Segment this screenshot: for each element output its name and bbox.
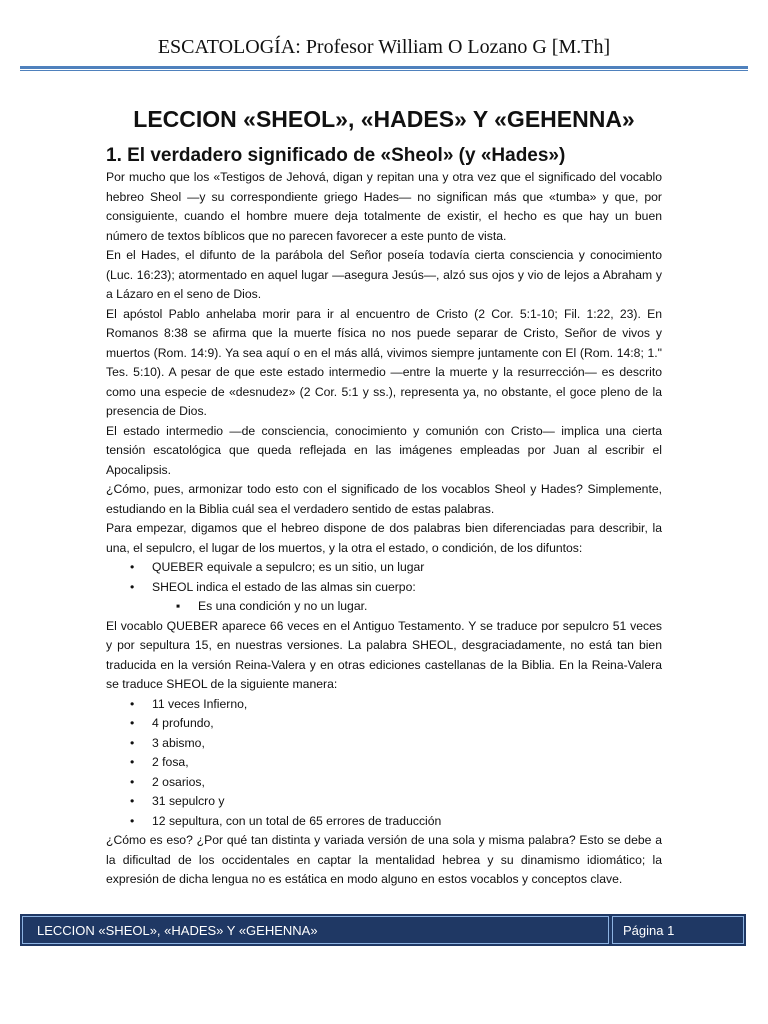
lesson-title: LECCION «SHEOL», «HADES» Y «GEHENNA» [133,106,635,132]
page-number: Página 1 [612,916,744,944]
paragraph: El vocablo QUEBER aparece 66 veces en el Antiguo Testamento. Y se traduce por sepulcro 51 veces y por sepultura 15, en nuestras versiones. La palabra SHEOL, desgraciadamente, no está tan bien traducida en la versión Reina-Valera y en otras ediciones castellanas de la Biblia. En la Reina-Valera se traduce SHEOL de la siguiente manera: [106,618,662,691]
header-rule [20,66,748,69]
page-footer [20,914,746,946]
list-item: • 31 sepulcro y [106,792,662,812]
list-item: • 3 abismo, [106,734,662,754]
list-item: • 2 fosa, [106,753,662,773]
paragraph: En el Hades, el difunto de la parábola del Señor poseía todavía cierta consciencia y conocimiento (Luc. 16:23); atormentado en aquel lugar —asegura Jesús—, alzó sus ojos y vio de lejos a Abraham y a Lázaro en el seno de Dios. [106,248,662,301]
list-item: • 12 sepultura, con un total de 65 errores de traducción [106,812,662,832]
list-item: • 4 profundo, [106,714,662,734]
section-heading: 1. El verdadero significado de «Sheol» (y «Hades») [106,145,566,166]
list-item: • 11 veces Infierno, [106,695,662,715]
bullet-list-hebrew-terms [106,558,662,617]
sub-list-item: ▪ Es una condición y no un lugar. [106,597,662,617]
list-item: • SHEOL indica el estado de las almas sin cuerpo: [106,578,662,598]
bullet-list-translations [106,695,662,832]
paragraph: El apóstol Pablo anhelaba morir para ir al encuentro de Cristo (2 Cor. 5:1-10; Fil. 1:22, 23). En Romanos 8:38 se afirma que la muerte física no nos puede separar de Cristo, Señor de vivos y muertos (Rom. 14:9). Ya sea aquí o en el más allá, vivimos siempre juntamente con El (Rom. 14:8; 1." Tes. 5:10). A pesar de que este estado intermedio —entre la muerte y la resurrección— es descrito como una especie de «desnudez» (2 Cor. 5:1 y ss.), representa ya, no obstante, el goce pleno de la presencia de Dios. [106,306,662,418]
paragraph: Para empezar, digamos que el hebreo dispone de dos palabras bien diferenciadas para describir, la una, el sepulcro, el lugar de los muertos, y la otra el estado, o condición, de los difuntos: [106,521,662,555]
footer-title: LECCION «SHEOL», «HADES» Y «GEHENNA» [22,916,609,944]
document-body [106,168,662,890]
paragraph: ¿Cómo, pues, armonizar todo esto con el significado de los vocablos Sheol y Hades? Simplemente, estudiando en la Biblia cuál sea el verdadero sentido de estas palabras. [106,482,662,516]
paragraph: Por mucho que los «Testigos de Jehová, digan y repitan una y otra vez que el significado del vocablo hebreo Sheol —y su correspondiente griego Hades— no significan más que «tumba» y que, por consiguiente, cuando el hombre muere deja totalmente de existir, el hecho es que hay un buen número de textos bíblicos que no parecen favorecer a este punto de vista. [106,170,662,243]
paragraph: ¿Cómo es eso? ¿Por qué tan distinta y variada versión de una sola y misma palabra? Esto se debe a la dificultad de los occidentales en captar la mentalidad hebrea y su dinamismo idiomático; la expresión de dicha lengua no es estática en modo alguno en estos vocablos y conceptos clave. [106,833,662,886]
paragraph: El estado intermedio —de consciencia, conocimiento y comunión con Cristo— implica una cierta tensión escatológica que queda reflejada en las imágenes empleadas por Juan al escribir el Apocalipsis. [106,423,662,477]
list-item: • QUEBER equivale a sepulcro; es un sitio, un lugar [106,558,662,578]
list-item: • 2 osarios, [106,773,662,793]
header-rule-thin [20,70,748,71]
page-header: ESCATOLOGÍA: Profesor William O Lozano G [M.Th] [157,36,611,58]
